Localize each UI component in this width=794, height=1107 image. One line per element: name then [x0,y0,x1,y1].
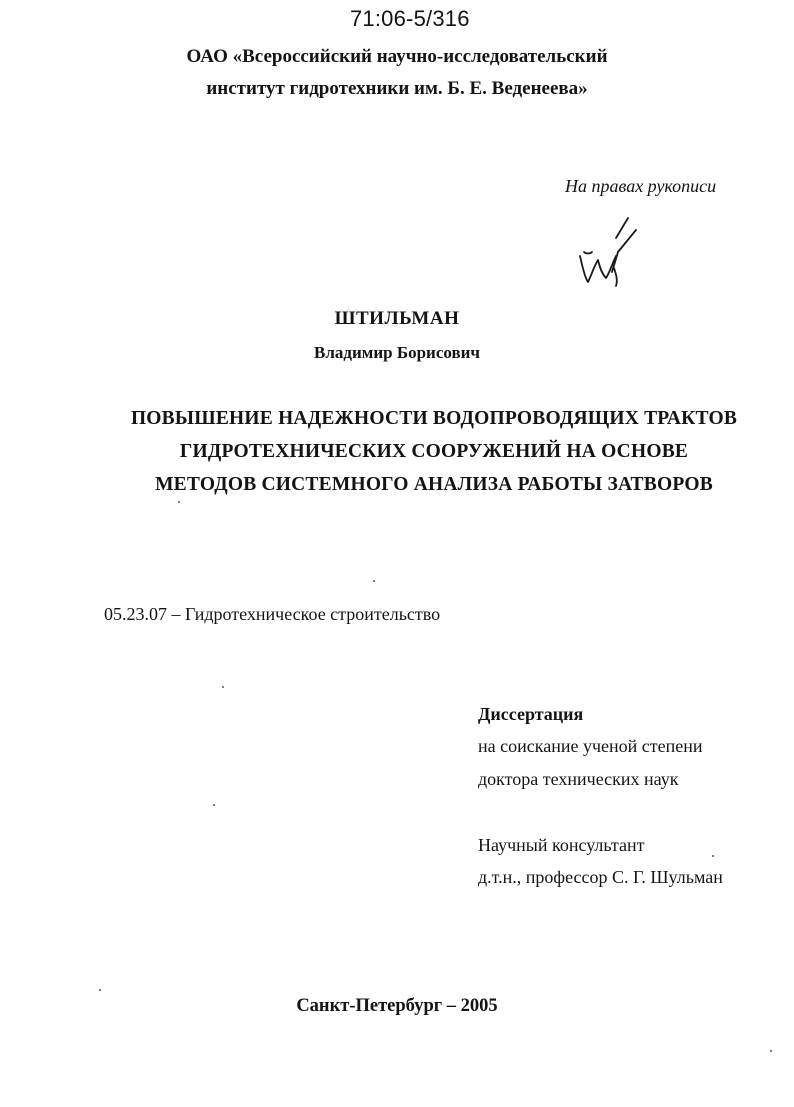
scan-speck [373,580,375,582]
degree-line-2: доктора технических наук [478,769,679,789]
consultant-label: Научный консультант [478,835,645,855]
consultant-name: д.т.н., профессор С. Г. Шульман [478,867,723,887]
scan-speck [178,501,180,503]
specialty-code: 05.23.07 – Гидротехническое строительство [104,604,441,624]
organization-line-1: ОАО «Всероссийский научно-исследовательский [186,46,608,67]
handwritten-signature [572,212,652,292]
manuscript-rights-note: На правах рукописи [565,176,717,196]
scan-speck [99,989,101,991]
dissertation-title-line-3: МЕТОДОВ СИСТЕМНОГО АНАЛИЗА РАБОТЫ ЗАТВОРОВ [155,474,713,495]
scan-speck [712,855,714,857]
dissertation-title-line-2: ГИДРОТЕХНИЧЕСКИХ СООРУЖЕНИЙ НА ОСНОВЕ [179,441,689,462]
dissertation-title-line-1: ПОВЫШЕНИЕ НАДЕЖНОСТИ ВОДОПРОВОДЯЩИХ ТРАКТОВ [130,408,738,429]
dissertation-heading: Диссертация [478,704,584,724]
degree-line-1: на соискание ученой степени [478,736,703,756]
scan-speck [770,1050,772,1052]
author-surname: ШТИЛЬМАН [334,308,460,329]
scan-speck [213,804,215,806]
author-given-names: Владимир Борисович [313,343,481,362]
organization-line-2: институт гидротехники им. Б. Е. Веденеева» [206,78,588,99]
city-year: Санкт-Петербург – 2005 [296,996,498,1016]
catalog-number: 71:06-5/316 [350,6,470,31]
scan-speck [222,686,224,688]
